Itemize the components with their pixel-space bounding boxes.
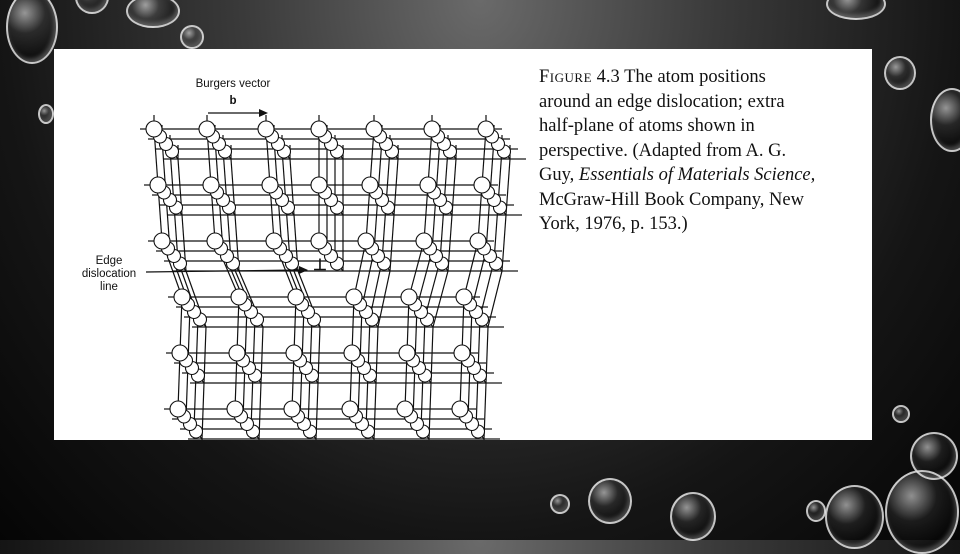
caption-number: 4.3 bbox=[596, 67, 620, 87]
atom-sphere bbox=[231, 289, 247, 305]
bubble-decoration bbox=[550, 494, 570, 514]
bubble-decoration bbox=[670, 492, 716, 541]
caption-italic: Essentials of Materials Science, bbox=[578, 165, 816, 185]
dislocation-symbol: ⊥ bbox=[313, 257, 327, 274]
atom-sphere bbox=[288, 289, 304, 305]
atom-sphere bbox=[346, 289, 362, 305]
bubble-decoration bbox=[180, 25, 204, 49]
atom-sphere bbox=[229, 345, 245, 361]
atom-sphere bbox=[311, 177, 327, 193]
atom-sphere bbox=[258, 121, 274, 137]
atom-sphere bbox=[203, 177, 219, 193]
atom-sphere bbox=[358, 233, 374, 249]
atom-sphere bbox=[416, 233, 432, 249]
atom-sphere bbox=[401, 289, 417, 305]
atom-sphere bbox=[172, 345, 188, 361]
bubble-decoration bbox=[126, 0, 180, 28]
caption-body: around an edge dislocation; extra half-plane of atoms shown in perspective. (Adapted from A. G. Guy, bbox=[539, 91, 787, 185]
bubble-decoration bbox=[885, 470, 959, 554]
atom-lattice bbox=[140, 115, 526, 440]
atom-sphere bbox=[170, 401, 186, 417]
atom-sphere bbox=[199, 121, 215, 137]
atom-sphere bbox=[150, 177, 166, 193]
lattice-bond bbox=[488, 271, 502, 327]
bubble-decoration bbox=[38, 104, 54, 124]
lattice-bond bbox=[464, 241, 478, 297]
atom-sphere bbox=[362, 177, 378, 193]
atom-sphere bbox=[452, 401, 468, 417]
atom-sphere bbox=[366, 121, 382, 137]
atom-sphere bbox=[146, 121, 162, 137]
atom-sphere bbox=[342, 401, 358, 417]
atom-sphere bbox=[207, 233, 223, 249]
edge-dislocation-diagram bbox=[54, 49, 534, 440]
bubble-decoration bbox=[6, 0, 58, 64]
bubble-decoration bbox=[826, 0, 886, 20]
bubble-decoration bbox=[930, 88, 960, 152]
lattice-bond bbox=[378, 271, 390, 327]
atom-sphere bbox=[286, 345, 302, 361]
edge-label-line2: dislocation bbox=[81, 268, 137, 280]
atom-sphere bbox=[227, 401, 243, 417]
atom-sphere bbox=[344, 345, 360, 361]
bubble-decoration bbox=[892, 405, 910, 423]
atom-sphere bbox=[262, 177, 278, 193]
atom-sphere bbox=[266, 233, 282, 249]
atom-sphere bbox=[420, 177, 436, 193]
figure-card bbox=[54, 49, 872, 440]
atom-sphere bbox=[470, 233, 486, 249]
atom-sphere bbox=[174, 289, 190, 305]
atom-sphere bbox=[456, 289, 472, 305]
burgers-arrowhead bbox=[259, 109, 268, 117]
bubble-decoration bbox=[75, 0, 109, 14]
edge-label-line3: line bbox=[100, 281, 118, 293]
caption-tail: McGraw-Hill Book Company, New York, 1976, p. 153.) bbox=[539, 189, 804, 234]
lattice-bond bbox=[354, 241, 366, 297]
atom-sphere bbox=[311, 121, 327, 137]
figure-caption bbox=[539, 65, 864, 237]
atom-sphere bbox=[454, 345, 470, 361]
burgers-symbol: b bbox=[229, 95, 237, 107]
atom-sphere bbox=[474, 177, 490, 193]
edge-label-line1: Edge bbox=[95, 255, 123, 267]
bubble-decoration bbox=[825, 485, 884, 549]
atom-sphere bbox=[284, 401, 300, 417]
caption-label: Figure bbox=[539, 67, 593, 87]
bubble-decoration bbox=[806, 500, 826, 522]
atom-sphere bbox=[399, 345, 415, 361]
bubble-decoration bbox=[588, 478, 632, 524]
dislocation-pointer-head bbox=[299, 266, 308, 274]
atom-sphere bbox=[397, 401, 413, 417]
atom-sphere bbox=[154, 233, 170, 249]
atom-sphere bbox=[478, 121, 494, 137]
caption-line1: The atom positions bbox=[624, 67, 766, 87]
bubble-decoration bbox=[884, 56, 916, 90]
atom-sphere bbox=[311, 233, 327, 249]
burgers-vector-label: Burgers vector bbox=[195, 78, 271, 90]
atom-sphere bbox=[424, 121, 440, 137]
